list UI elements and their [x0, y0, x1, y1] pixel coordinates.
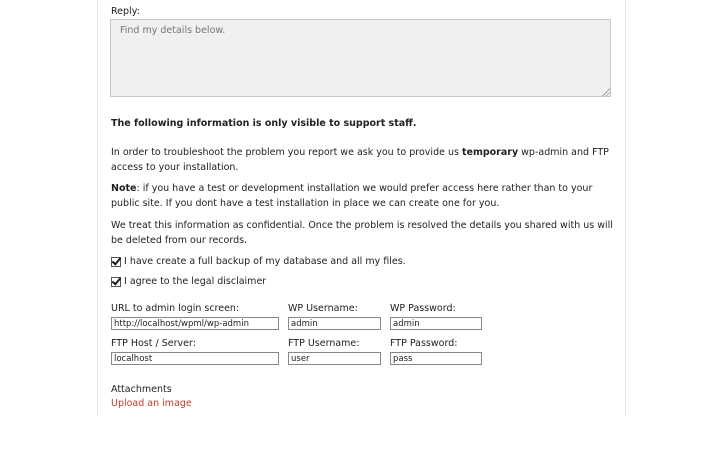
wp-username-input[interactable]	[288, 317, 381, 330]
disclaimer-checkbox[interactable]	[111, 277, 121, 287]
access-request-text-start: In order to troubleshoot the problem you report we ask you to provide us	[111, 147, 462, 158]
disclaimer-checkbox-label: I agree to the legal disclaimer	[124, 276, 267, 287]
ftp-username-label: FTP Username:	[288, 338, 360, 349]
ftp-password-label: FTP Password:	[390, 338, 458, 349]
backup-checkbox-label: I have create a full backup of my database and all my files.	[124, 256, 406, 267]
ftp-username-input[interactable]	[288, 352, 381, 365]
confidential-paragraph: We treat this information as confidential. Once the problem is resolved the details you shared with us will be deleted from our records.	[111, 220, 613, 246]
ftp-host-label: FTP Host / Server:	[111, 338, 196, 349]
staff-only-heading: The following information is only visible to support staff.	[111, 118, 417, 129]
wp-password-input[interactable]	[390, 317, 482, 330]
admin-url-input[interactable]	[111, 317, 279, 330]
note-text: : if you have a test or development installation we would prefer access here rather than to your public site. If you dont have a test installation in place we can create one for you.	[111, 183, 593, 209]
backup-checkbox-row[interactable]	[111, 256, 406, 267]
ftp-password-input[interactable]	[390, 352, 482, 365]
reply-label: Reply:	[111, 6, 140, 17]
access-request-paragraph	[111, 146, 621, 175]
wp-username-label: WP Username:	[288, 303, 358, 314]
resize-grip-icon[interactable]	[601, 87, 610, 96]
admin-url-label: URL to admin login screen:	[111, 303, 240, 314]
disclaimer-checkbox-row[interactable]	[111, 276, 266, 287]
wp-password-label: WP Password:	[390, 303, 456, 314]
attachments-label: Attachments	[111, 384, 172, 395]
access-request-text-end: wp-admin and FTP access to your installation.	[111, 147, 609, 173]
backup-checkbox[interactable]	[111, 257, 121, 267]
ftp-host-input[interactable]	[111, 352, 279, 365]
note-emphasis: Note	[111, 183, 137, 194]
temporary-emphasis: temporary	[461, 147, 519, 158]
upload-image-link[interactable]: Upload an image	[111, 398, 192, 409]
reply-textarea[interactable]	[110, 19, 611, 97]
note-paragraph	[111, 182, 621, 211]
